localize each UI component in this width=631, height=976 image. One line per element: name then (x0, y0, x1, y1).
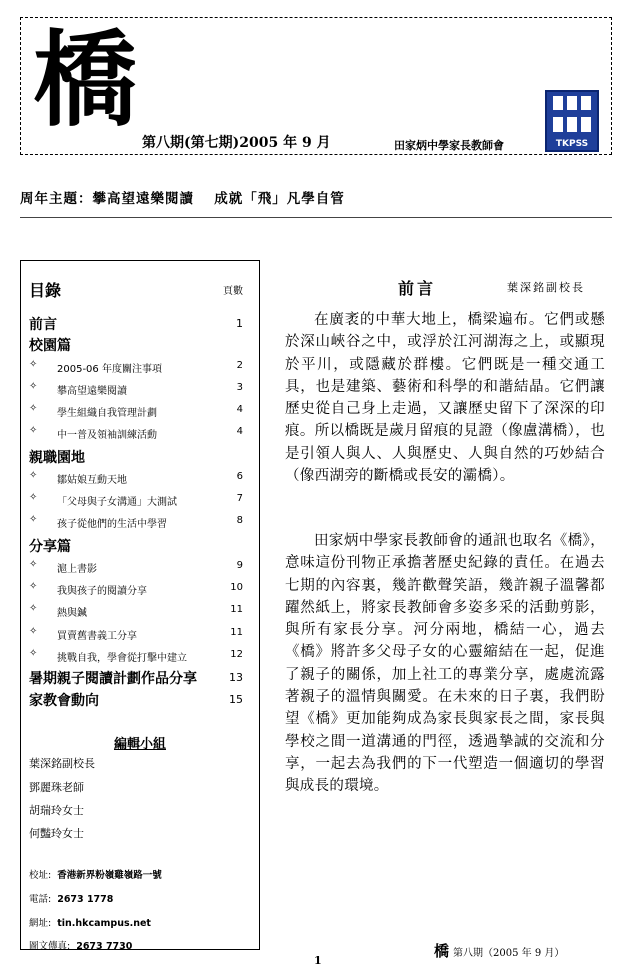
editorial-title: 編輯小組 (113, 737, 166, 752)
paragraph-text: 田家炳中學家長教師會的通訊也取名《橋》，意味這份刊物正承擔著歷史紀錄的責任。在過去七期的內容裏，幾許歡聲笑語，幾許親子溫馨都躍然紙上，將家長教師會多姿多采的活動剪影，與所有家長分享。河分兩地，橋結一心，過去《橋》將許多父母子女的心靈縮結在一起，促進了親子的關係，加上社工的專業分享，處處流露著親子的溫情與關愛。在未來的日子裏，我們盼望《橋》更加能夠成為家長與家長之間，家長與學校之間一道溝通的門徑，透過摯誠的交流和分享，一起去為我們的下一代塑造一個適切的學習與成長的環境。 (285, 533, 605, 795)
bullet-icon: ✧ (29, 626, 38, 637)
preface-paragraph (285, 530, 605, 798)
toc-item-title: 鄒姑娘互動天地 (57, 475, 127, 486)
toc-item-title: 校園篇 (29, 338, 71, 354)
toc-item (29, 580, 243, 602)
bullet-icon: ✧ (29, 514, 38, 525)
bullet-icon: ✧ (29, 381, 38, 392)
toc-section (29, 335, 243, 357)
contact-website (29, 915, 151, 929)
bullet-icon: ✧ (29, 470, 38, 481)
paragraph-text: 在廣袤的中華大地上，橋梁遍布。它們或懸於深山峽谷之中，或浮於江河湖海之上，或顯現於平川，或隱藏於群樓。它們既是一種交通工具，也是建築、藝術和科學的和諧結晶。它們讓歷史從自己身上走過，又讓歷史留下了深深的印痕。所以橋既是歲月留痕的見證（像盧溝橋），也是引領人與人、人與歷史、人與自然的巧妙結合（像西湖旁的斷橋或長安的灞橋）。 (285, 312, 605, 485)
toc-item-title: 前言 (29, 317, 57, 333)
contact-label: 校址: (29, 870, 52, 881)
toc-item-title: 中一普及領袖訓練活動 (57, 430, 157, 441)
toc-item (29, 424, 243, 446)
editorial-member: 胡瑞玲女士 (29, 804, 84, 817)
toc-item-page: 13 (229, 671, 243, 684)
toc-item-title: 挑戰自我，學會從打擊中建立 (57, 653, 187, 664)
association-name: 田家炳中學家長教師會 (394, 139, 504, 152)
editorial-member: 鄧麗珠老師 (29, 781, 84, 794)
bullet-icon: ✧ (29, 403, 38, 414)
toc-item-page: 6 (236, 471, 243, 482)
toc-item-page: 8 (236, 515, 243, 526)
toc-item (29, 602, 243, 624)
school-logo (545, 90, 599, 152)
toc-item-page: 15 (229, 693, 243, 706)
logo-text: TKPSS (555, 139, 589, 149)
toc-section (29, 314, 243, 336)
bullet-icon: ✧ (29, 581, 38, 592)
bullet-icon: ✧ (29, 648, 38, 659)
toc-item (29, 402, 243, 424)
preface-paragraph (285, 309, 605, 487)
toc-item (29, 558, 243, 580)
toc-item-title: 2005-06 年度關注事項 (57, 364, 162, 375)
toc-item-title: 我與孩子的閱讀分享 (57, 586, 147, 597)
toc-item-title: 「父母與子女溝通」大測試 (57, 497, 177, 508)
toc-item-title: 買賣舊書義工分享 (57, 631, 137, 642)
toc-item-title: 暑期親子閱讀計劃作品分享 (29, 671, 197, 687)
bullet-icon: ✧ (29, 603, 38, 614)
preface-author: 葉深銘副校長 (507, 281, 585, 294)
toc-item-title: 家教會動向 (29, 693, 99, 709)
toc-item-page: 11 (230, 627, 243, 638)
toc-section (29, 536, 243, 558)
toc-item-title: 學生組織自我管理計劃 (57, 408, 157, 419)
bullet-icon: ✧ (29, 425, 38, 436)
toc-item-title: 分享篇 (29, 539, 71, 555)
toc-section (29, 447, 243, 469)
toc-item (29, 647, 243, 669)
toc-page-label: 頁數 (223, 286, 243, 297)
bullet-icon: ✧ (29, 359, 38, 370)
toc-item-title: 滬上書影 (57, 564, 97, 575)
issue-label: 第八期(第七期)2005 年 9 月 (142, 135, 331, 151)
table-of-contents (20, 260, 260, 950)
contact-label: 網址: (29, 918, 52, 929)
contact-value: 香港新界粉嶺雞嶺路一號 (57, 870, 162, 881)
contact-value: 2673 1778 (57, 894, 114, 905)
toc-item-page: 4 (236, 426, 243, 437)
toc-item-title: 親職園地 (29, 450, 85, 466)
page-number: 1 (314, 954, 322, 967)
toc-item (29, 625, 243, 647)
contact-address (29, 867, 162, 881)
contact-label: 圖文傳真: (29, 941, 71, 952)
bullet-icon: ✧ (29, 492, 38, 503)
preface-title: 前言 (398, 279, 437, 298)
toc-item-page: 3 (236, 382, 243, 393)
toc-section (29, 690, 243, 712)
bullet-icon: ✧ (29, 559, 38, 570)
footer-issue (434, 940, 564, 961)
footer-label: 第八期（2005 年 9 月） (453, 948, 565, 959)
toc-item (29, 358, 243, 380)
toc-section (29, 668, 243, 690)
toc-heading: 目錄 (29, 281, 62, 300)
editorial-member: 何豔玲女士 (29, 827, 84, 840)
contact-label: 電話: (29, 894, 52, 905)
toc-item-page: 11 (230, 604, 243, 615)
newsletter-title: 橋 (33, 18, 134, 141)
annual-theme: 周年主題：攀高望遠樂閱讀 成就「飛」凡學自管 (20, 191, 345, 207)
toc-item-page: 10 (230, 582, 243, 593)
toc-item-page: 12 (230, 649, 243, 660)
toc-item-page: 7 (236, 493, 243, 504)
toc-item-title: 孩子從他們的生活中學習 (57, 519, 167, 530)
toc-item (29, 380, 243, 402)
toc-item-title: 熱與鍼 (57, 608, 87, 619)
toc-item-page: 9 (236, 560, 243, 571)
toc-item (29, 469, 243, 491)
editorial-member: 葉深銘副校長 (29, 757, 95, 770)
footer-mark: 橋 (434, 942, 450, 960)
contact-value: 2673 7730 (76, 941, 133, 952)
toc-item (29, 513, 243, 535)
divider (20, 217, 612, 218)
contact-value: tin.hkcampus.net (57, 918, 151, 929)
contact-fax (29, 938, 132, 952)
toc-item-title: 攀高望遠樂閱讀 (57, 386, 127, 397)
toc-item-page: 1 (236, 317, 243, 330)
toc-item-page: 2 (236, 360, 243, 371)
toc-item-page: 4 (236, 404, 243, 415)
contact-phone (29, 891, 113, 905)
toc-item (29, 491, 243, 513)
